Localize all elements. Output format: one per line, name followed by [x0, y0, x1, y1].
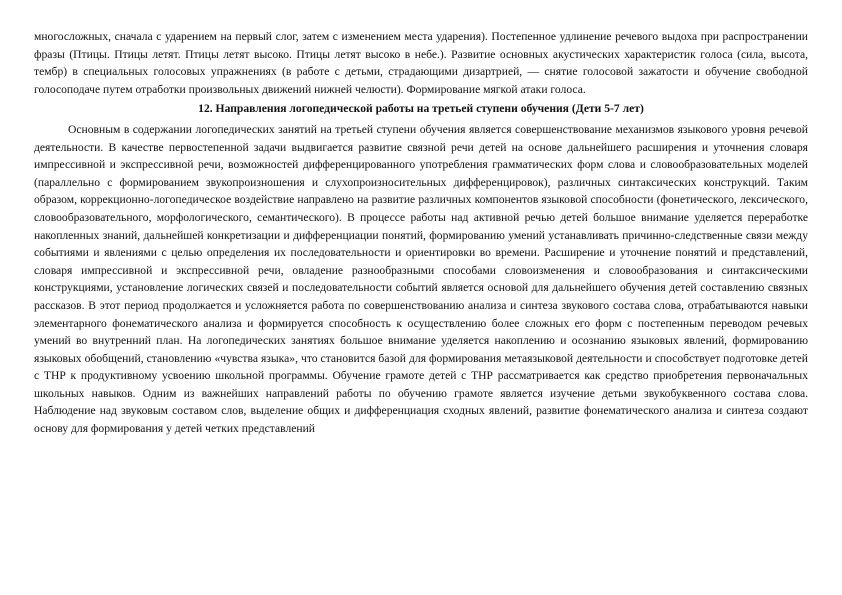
section-heading: 12. Направления логопедической работы на третьей ступени обучения (Дети 5-7 лет) [198, 102, 644, 116]
document-page [34, 28, 808, 438]
intro-paragraph: многосложных, сначала с ударением на первый слог, затем с изменением места ударения). Постепенное удлинение речевого выдоха при распространении фразы (Птицы. Птицы летят. Птицы летят высоко. Птицы летят высоко в небе.). Развитие основных акустических характеристик голоса (сила, высота, тембр) в специальных голосовых упражнениях (в работе с детьми, страдающими дизартрией, — снятие голосовой зажатости и обучение свободной голосоподаче путем отработки произвольных движений нижней челюсти). Формирование мягкой атаки голоса. [34, 30, 808, 96]
main-paragraph: Основным в содержании логопедических занятий на третьей ступени обучения является совершенствование механизмов языкового уровня речевой деятельности. В качестве первостепенной задачи выдвигается развитие связной речи детей на основе дальнейшего расширения и уточнения словаря импрессивной и экспрессивной речи, возможностей дифференцированного употребления грамматических форм слова и словообразовательных моделей (параллельно с формированием звукопроизношения и слухопроизносительных дифференцировок), различных синтаксических конструкций. Таким образом, коррекционно-логопедическое воздействие направлено на развитие различных компонентов языковой способности (фонетического, лексического, словообразовательного, морфологического, семантического). В процессе работы над активной речью детей большое внимание уделяется переработке накопленных знаний, дальнейшей конкретизации и дифференциации понятий, формированию умений устанавливать причинно-следственные связи между событиями и явлениями с целью определения их последовательности и ориентировки во времени. Расширение и уточнение понятий и представлений, словаря импрессивной и экспрессивной речи, овладение разнообразными способами словоизменения и словообразования и синтаксическими конструкциями, установление логических связей и последовательности событий является основой для дальнейшего обучения детей составлению связных рассказов. В этот период продолжается и усложняется работа по совершенствованию анализа и синтеза звукового состава слова, отрабатываются навыки элементарного фонематического анализа и формируется способность к осуществлению более сложных его форм с постепенным переводом речевых умений во внутренний план. На логопедических занятиях большое внимание уделяется накоплению и осознанию языковых явлений, формированию языковых обобщений, становлению «чувства языка», что становится базой для формирования метаязыковой деятельности и способствует подготовке детей с ТНР к продуктивному усвоению школьной программы. Обучение грамоте детей с ТНР рассматривается как средство приобретения первоначальных школьных навыков. Одним из важнейших направлений работы по обучению грамоте является изучение детьми звукобуквенного состава слова. Наблюдение над звуковым составом слов, выделение общих и дифференциация сходных явлений, развитие фонематического анализа и синтеза создают основу для формирования у детей четких представлений [34, 122, 808, 436]
